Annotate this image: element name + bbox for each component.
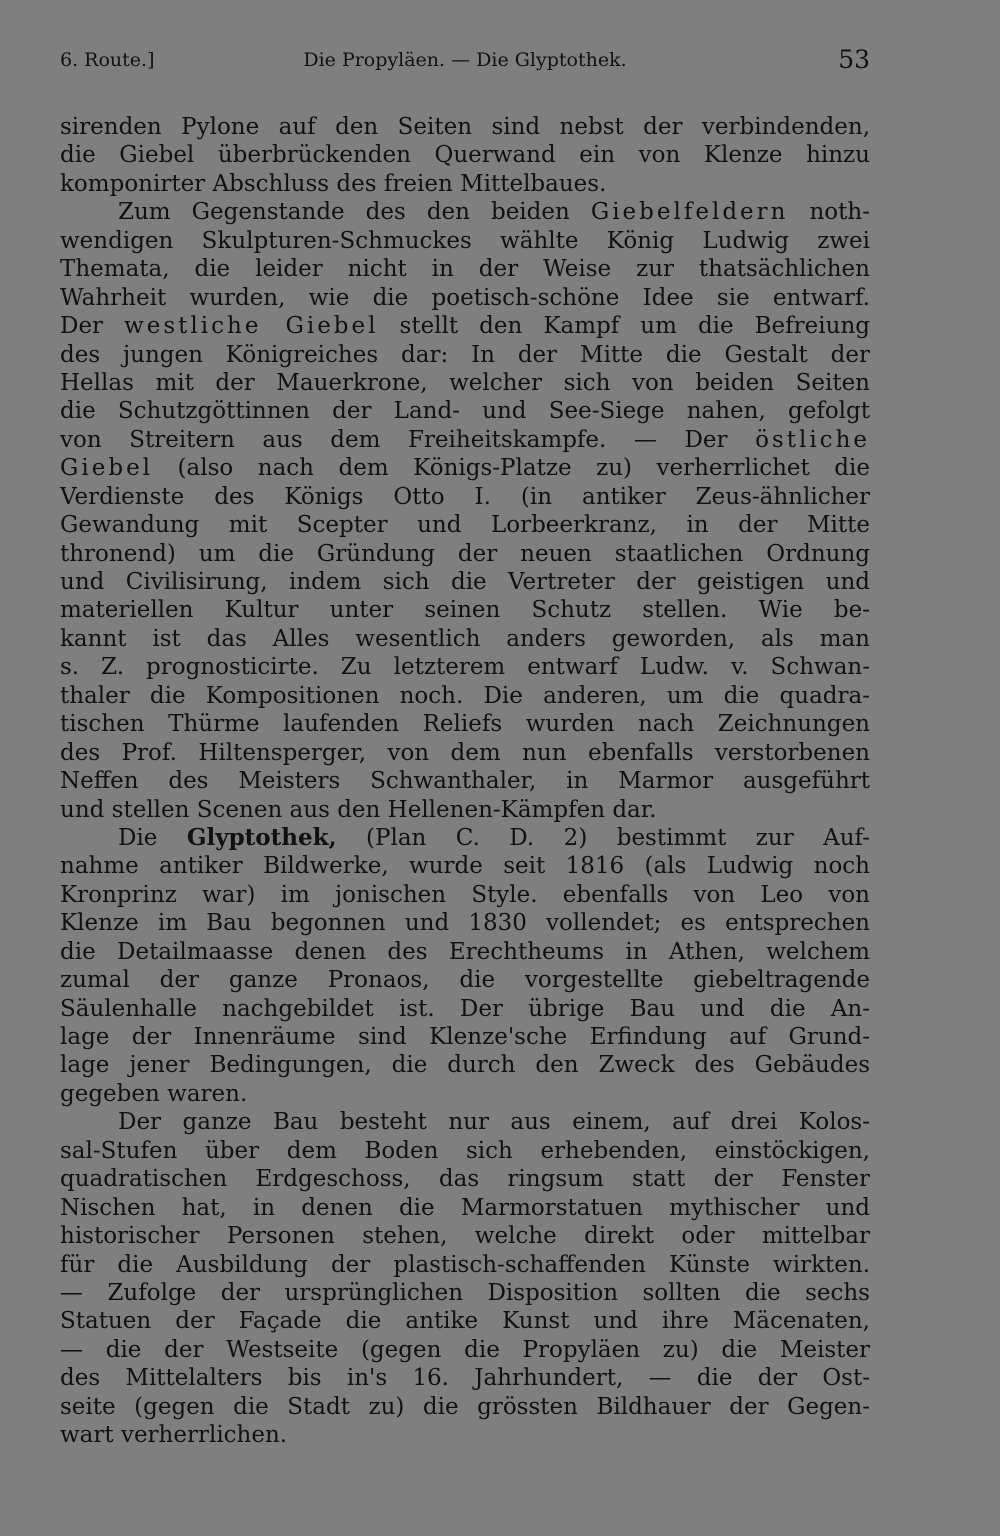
text-line: Kronprinz war) im jonischen Style. ebenfalls von Leo von xyxy=(60,881,870,908)
text-line: des Prof. Hiltensperger, von dem nun ebenfalls verstorbenen xyxy=(60,739,870,766)
text-line: kannt ist das Alles wesentlich anders geworden, als man xyxy=(60,625,870,652)
text-line xyxy=(60,426,870,454)
text-line: Hellas mit der Mauerkrone, welcher sich von beiden Seiten xyxy=(60,369,870,396)
text-line: tischen Thürme laufenden Reliefs wurden nach Zeichnungen xyxy=(60,711,870,738)
text-line: sirenden Pylone auf den Seiten sind nebst der verbindenden, xyxy=(60,114,870,140)
text-line: Der ganze Bau besteht nur aus einem, auf drei Kolos- xyxy=(118,1109,870,1136)
text-line xyxy=(60,198,870,226)
text-line: wendigen Skulpturen-Schmuckes wählte König Ludwig zwei xyxy=(60,227,870,254)
text-line: die Schutzgöttinnen der Land- und See-Siege nahen, gefolgt xyxy=(60,398,870,425)
text-segment: von Streitern aus dem Freiheitskampfe. — Der xyxy=(60,426,756,453)
text-line: wart verherrlichen. xyxy=(60,1422,288,1449)
text-segment: Der xyxy=(60,313,125,340)
emphasis-glyptothek: Glyptothek, xyxy=(186,823,337,851)
text-line: quadratischen Erdgeschoss, das ringsum statt der Fenster xyxy=(60,1166,870,1193)
text-line: Nischen hat, in denen die Marmorstatuen mythischer und xyxy=(60,1194,870,1221)
text-line: — Zufolge der ursprünglichen Disposition sollten die sechs xyxy=(60,1279,870,1306)
body-text xyxy=(60,113,870,1450)
text-line: Wahrheit wurden, wie die poetisch-schöne Idee sie entwarf. xyxy=(60,284,870,311)
text-line: — die der Westseite (gegen die Propyläen zu) die Meister xyxy=(60,1336,870,1363)
text-line: für die Ausbildung der plastisch-schaffenden Künste wirkten. xyxy=(60,1251,870,1278)
text-segment: (Plan C. D. 2) bestimmt zur Auf- xyxy=(336,824,870,851)
text-line: Gewandung mit Scepter und Lorbeerkranz, in der Mitte xyxy=(60,512,870,539)
text-line: Themata, die leider nicht in der Weise zur thatsächlichen xyxy=(60,256,870,283)
text-line: und Civilisirung, indem sich die Vertreter der geistigen und xyxy=(60,569,870,595)
text-segment: stellt den Kampf um die Befreiung xyxy=(378,313,870,340)
text-line: thronend) um die Gründung der neuen staatlichen Ordnung xyxy=(60,540,870,567)
text-line: s. Z. prognosticirte. Zu letzterem entwarf Ludw. v. Schwan- xyxy=(60,654,870,681)
text-line: lage der Innenräume sind Klenze'sche Erfindung auf Grund- xyxy=(60,1024,870,1050)
running-title: Die Propyläen. — Die Glyptothek. xyxy=(303,49,627,71)
emphasis-giebel: Giebel xyxy=(60,455,154,482)
text-line: des jungen Königreiches dar: In der Mitte die Gestalt der xyxy=(60,341,870,368)
text-line xyxy=(60,312,870,340)
text-line: lage jener Bedingungen, die durch den Zweck des Gebäudes xyxy=(60,1052,870,1079)
emphasis-oestliche: östliche xyxy=(755,426,870,453)
text-line: und stellen Scenen aus den Hellenen-Kämpfen dar. xyxy=(60,796,657,823)
text-line: die Detailmaasse denen des Erechtheums in Athen, welchem xyxy=(60,938,870,965)
paragraph-1 xyxy=(60,113,870,198)
text-line: nahme antiker Bildwerke, wurde seit 1816 (als Ludwig noch xyxy=(60,853,870,880)
text-line xyxy=(60,824,870,852)
text-line: die Giebel überbrückenden Querwand ein von Klenze hinzu xyxy=(60,142,870,169)
text-line: materiellen Kultur unter seinen Schutz stellen. Wie be- xyxy=(60,597,870,624)
text-segment: noth- xyxy=(788,199,870,226)
text-segment: Die xyxy=(118,824,187,851)
emphasis-giebelfeldern: Giebelfeldern xyxy=(590,199,789,226)
paragraph-4 xyxy=(60,1108,870,1449)
paragraph-2 xyxy=(60,198,870,824)
text-segment: Zum Gegenstande des den beiden xyxy=(118,199,591,226)
text-segment: (also nach dem Königs-Platze zu) verherrlichet die xyxy=(153,455,870,482)
route-label: 6. Route.] xyxy=(60,49,155,71)
text-line: Klenze im Bau begonnen und 1830 vollendet; es entsprechen xyxy=(60,910,870,937)
text-line: Neffen des Meisters Schwanthaler, in Marmor ausgeführt xyxy=(60,768,870,795)
text-line: gegeben waren. xyxy=(60,1080,248,1107)
text-line: Säulenhalle nachgebildet ist. Der übrige Bau und die An- xyxy=(60,995,870,1022)
text-line xyxy=(60,454,870,482)
text-line: historischer Personen stehen, welche direkt oder mittelbar xyxy=(60,1223,870,1250)
text-line: sal-Stufen über dem Boden sich erhebenden, einstöckigen, xyxy=(60,1137,870,1164)
paragraph-3 xyxy=(60,824,870,1108)
text-line: des Mittelalters bis in's 16. Jahrhundert, — die der Ost- xyxy=(60,1365,870,1392)
emphasis-westliche-giebel: westliche Giebel xyxy=(124,313,379,340)
text-line: Statuen der Façade die antike Kunst und ihre Mäcenaten, xyxy=(60,1308,870,1335)
running-head xyxy=(60,44,870,76)
page-number: 53 xyxy=(838,45,870,74)
text-line: zumal der ganze Pronaos, die vorgestellte giebeltragende xyxy=(60,967,870,994)
text-line: Verdienste des Königs Otto I. (in antiker Zeus-ähnlicher xyxy=(60,483,870,510)
text-line: seite (gegen die Stadt zu) die grössten Bildhauer der Gegen- xyxy=(60,1393,870,1420)
text-line: thaler die Kompositionen noch. Die anderen, um die quadra- xyxy=(60,682,870,709)
text-line: komponirter Abschluss des freien Mittelbaues. xyxy=(60,170,607,197)
